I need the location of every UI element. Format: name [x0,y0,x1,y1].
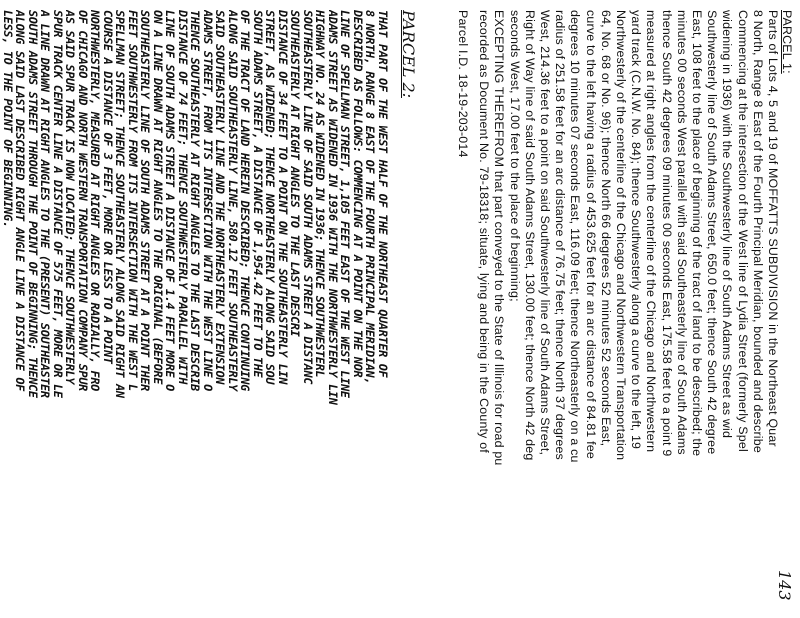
text-line: curve to the left having a radius of 453.625 feet for an arc distance of 84.81 fee [583,10,598,459]
text-line: ALONG SAID LAST DESCRIBED RIGHT ANGLE LINE A DISTANCE OF [13,10,28,391]
text-line: DISTANCE OF 74 FEET; THENCE SOUTHWESTERLY PARALLEL WITH [176,10,190,385]
text-line: EXCEPTING THEREFROM that part conveyed to the State of Illinois for road pu [492,10,507,466]
text-line: SPUR TRACK CENTER LINE A DISTANCE OF 575 FEET, MORE OR LE [51,10,65,398]
text-line: Southwesterly line of South Adams Street, 650.0 feet; thence South 42 degree [705,10,720,455]
text-line: yard track (C.N.W. No. 84); thence Southwesterly along a curve to the left, 19 [629,10,644,450]
text-line: SOUTHEASTERLY LINE OF SOUTH ADAMS STREET AT A POINT THER [138,10,153,391]
parcel1-heading: PARCEL 1: [780,10,794,74]
text-line: LINE OF SPELLMAN STREET, 1,105 FEET EAST OF THE WEST LINE [338,10,353,398]
text-line: OF THE TRACT OF LAND HEREIN DESCRIBED; THENCE CONTINUING [238,10,253,391]
text-line: 8 NORTH, RANGE 8 EAST OF THE FOURTH PRINCIPAL MERIDIAN, [363,10,378,385]
text-line: SPELLMAN STREET; THENCE SOUTHEASTERLY ALONG SAID RIGHT AN [113,10,128,398]
text-line: measured at right angles from the centerline of the Chicago and Northwestern [644,10,659,453]
text-line: SOUTH ADAMS STREET, A DISTANCE OF 1,954.42 FEET TO THE [251,10,265,378]
text-line: SOUTHEASTERLY AT RIGHT ANGLES TO THE LAST DESCRI [288,10,303,337]
text-line: DESCRIBED AS FOLLOWS: COMMENCING AT A POINT ON THE NOR [351,10,365,378]
text-line: FEET SOUTHWESTERLY FROM ITS INTERSECTION WITH THE WEST L [126,10,140,391]
text-line: SOUTHEASTERLY LINE OF SAID SOUTH ADAMS STREET A DISTANC [301,10,315,385]
text-line: AS SAID SPUR TRACK IS NOW LOCATED; THENCE SOUTHWESTERLY [63,10,78,385]
text-line: NORTHWESTERLY, MEASURED AT RIGHT ANGLES OR RADIALLY, FRO [88,10,103,391]
text-line: degrees 10 minutes 07 seconds East, 116.09 feet; thence Northeasterly on a cu [568,10,583,463]
page-number: 143 [775,570,794,601]
text-line: COURSE A DISTANCE OF 3 FEET, MORE OR LESS TO A POINT [101,10,115,364]
text-line: ALONG SAID SOUTHEASTERLY LINE, 580.12 FEET SOUTHEASTERLY [226,10,240,391]
text-line: widening in 1936) with the Southwesterly line of South Adams Street as wid [720,10,735,439]
text-line: A LINE DRAWN AT RIGHT ANGLES TO THE (PRESENT) SOUTHEASTER [38,10,53,398]
parcel1-id: Parcel I.D. 18-19-203-014 [456,10,470,158]
text-line: Right of Way line of said South Adams Street, 130.00 feet; thence North 42 deg [522,10,537,461]
text-line: STREET, AS WIDENED; THENCE NORTHEASTERLY ALONG SAID SOU [263,10,278,385]
text-line: recorded as Document No. 79-18318; situate, lying and being in the County of [477,10,492,453]
text-line: West, 214.36 feet to a point on said Southwesterly line of South Adams Street, [538,10,552,456]
text-line: 8 North, Range 8 East of the Fourth Principal Meridian, bounded and describe [750,10,765,453]
text-line: thence South 42 degrees 09 minutes 00 seconds East, 175.58 feet to a point 9 [659,10,674,457]
text-line: OF CHICAGO AND NORTH WESTERN TRANSPORTATION COMPANY SPUR [76,10,90,391]
text-line: Parts of Lots 4, 5 and 19 of MOFFATTS SUBDIVISION in the Northeast Quar [766,10,780,447]
text-line: DISTANCE OF 34 FEET TO A POINT ON THE SOUTHEASTERLY LIN [276,10,290,385]
text-line: LINE OF SOUTH ADAMS STREET A DISTANCE OF 1.4 FEET MORE O [163,10,178,391]
parcel2-heading: PARCEL 2: [399,10,418,99]
text-line: Commencing at the intersection of the West line of Lydia Street (formerly Spel [735,10,750,452]
text-line: THAT PART OF THE WEST HALF OF THE NORTHEAST QUARTER OF [376,10,390,378]
text-line: THENCE SOUTHEASTERLY AT RIGHT ANGLES TO THE LAST DESCRIB [188,10,203,391]
text-line: minutes 00 seconds West parallel with said Southeasterly line of South Adams [674,10,689,455]
text-line: LESS, TO THE POINT OF BEGINNING. [1,10,15,228]
text-line: HIGHWAY NO. 24 AS WIDENED IN 1936; THENCE SOUTHWESTERL [313,10,328,378]
text-line: 64, No. 68 or No. 96); thence North 66 degrees 52 minutes 52 seconds East, [598,10,613,447]
text-line: SOUTH ADAMS STREET THROUGH THE POINT OF BEGINNING; THENCE [26,10,40,398]
text-line: Northwesterly of the centerline of the Chicago and Northwestern Transportation [614,10,628,461]
text-line: ON A LINE DRAWN AT RIGHT ANGLES TO THE ORIGINAL (BEFORE [151,10,165,385]
text-line: SAID SOUTHEASTERLY LINE AND THE NORTHEASTERLY EXTENSION [213,10,228,385]
text-line: ADAMS STREET, FROM ITS INTERSECTION WITH THE WEST LINE O [201,10,215,391]
text-line: ADAMS STREET AS WIDENED IN 1936 WITH THE NORTHWESTERLY LIN [326,10,340,405]
text-line: radius of 251.58 feet for an arc distance of 76.75 feet; thence North 37 degrees [553,10,568,460]
text-line: seconds West, 17.00 feet to the place of beginning; [507,10,522,302]
text-line: East, 108 feet to the place of beginning of the tract of land to be described; the [690,10,704,457]
